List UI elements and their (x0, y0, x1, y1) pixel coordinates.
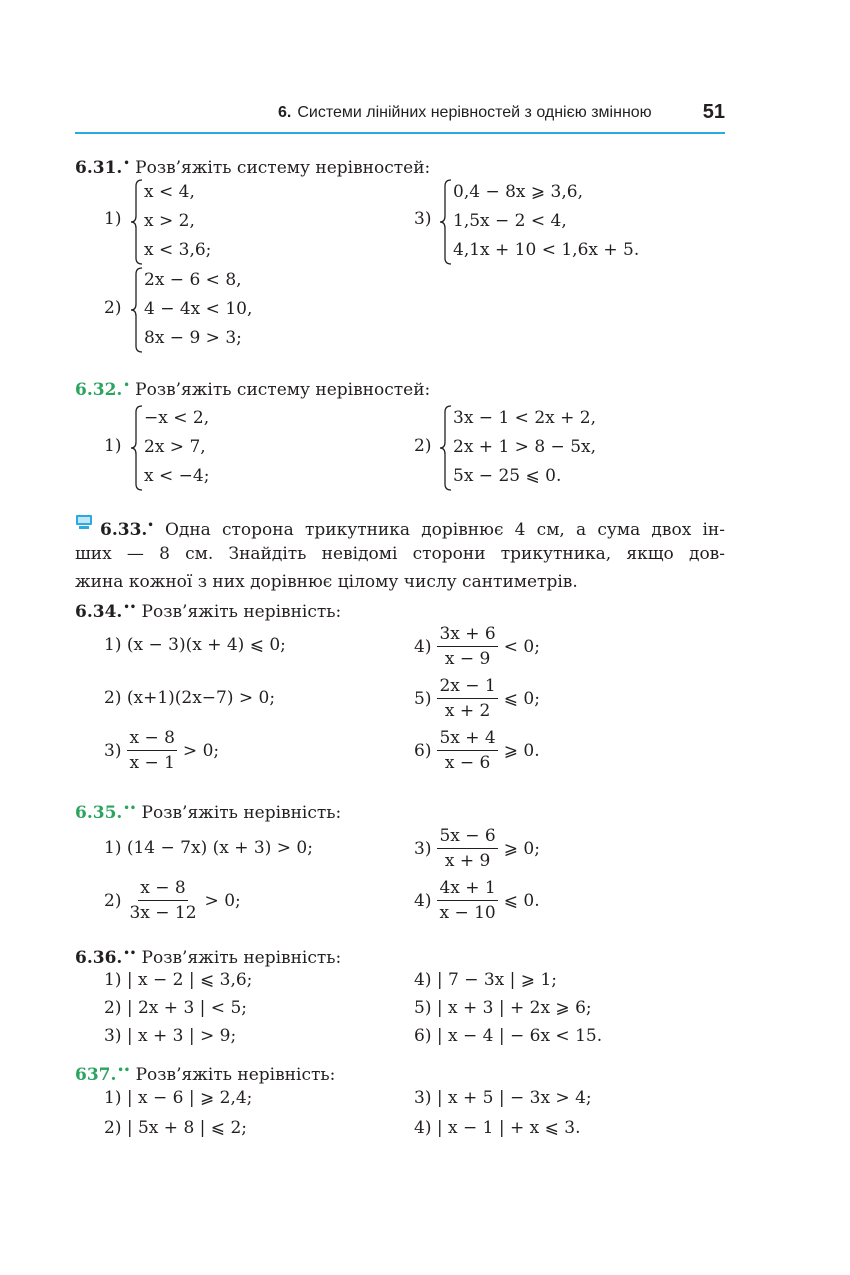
exercise-6-35-heading (75, 795, 341, 827)
exercise-number: 6.34.•• (75, 602, 137, 622)
system-line: 2x + 1 > 8 − 5x, (453, 437, 596, 457)
page-header (75, 100, 725, 134)
fraction-item: 3) $\frac{5x - 6}{x + 9}$ ⩾ 0; (414, 826, 540, 871)
exercise-item: 3) | x + 5 | − 3x > 4; (414, 1088, 592, 1108)
exercise-number: 6.32.• (75, 380, 130, 400)
system-line: 3x − 1 < 2x + 2, (453, 408, 596, 428)
page-number: 51 (702, 101, 725, 123)
exercise-6-31-heading (75, 150, 430, 182)
system-line: x < −4; (144, 466, 210, 486)
numerator: 4x + 1 (437, 876, 497, 901)
paragraph-line: жина кожної з них дорівнює цілому числу сантиметрів. (75, 572, 578, 592)
item-label: 1) (104, 436, 122, 456)
exercise-item: 1) | x − 2 | ⩽ 3,6; (104, 970, 253, 990)
exercise-item: 6) | x − 4 | − 6x < 15. (414, 1026, 603, 1046)
exercise-item: 1) (x − 3)(x + 4) ⩽ 0; (104, 635, 286, 655)
system-line: 2x − 6 < 8, (144, 270, 242, 290)
system-line: 5x − 25 ⩽ 0. (453, 466, 562, 486)
brace-icon (130, 404, 144, 492)
fraction-item: 4) $\frac{4x + 1}{x - 10}$ ⩽ 0. (414, 878, 540, 923)
system-line: 4 − 4x < 10, (144, 299, 253, 319)
item-label: 2) (104, 298, 122, 318)
exercise-item: 4) | 7 − 3x | ⩾ 1; (414, 970, 557, 990)
numerator: 3x + 6 (437, 622, 497, 647)
exercise-prompt: Розв’яжіть нерівність: (141, 948, 342, 968)
brace-icon (439, 178, 453, 266)
exercise-prompt: Розв’яжіть систему нерівностей: (135, 380, 431, 400)
exercise-item: 2) | 5x + 8 | ⩽ 2; (104, 1118, 247, 1138)
brace-icon (130, 178, 144, 266)
system-line: 2x > 7, (144, 437, 206, 457)
denominator: x + 2 (444, 701, 491, 721)
numerator: 5x − 6 (437, 824, 497, 849)
fraction-item: 5) $\frac{2x - 1}{x + 2}$ ⩽ 0; (414, 676, 540, 721)
exercise-637-heading (75, 1057, 335, 1089)
exercise-6-34-heading (75, 594, 341, 626)
brace-icon (130, 266, 144, 354)
fraction-item: 2) $\frac{x - 8}{3x - 12}$ > 0; (104, 878, 241, 923)
system-line: 0,4 − 8x ⩾ 3,6, (453, 182, 583, 202)
denominator: x + 9 (444, 851, 491, 871)
exercise-number: 637.•• (75, 1065, 131, 1085)
exercise-item: 1) (14 − 7x) (x + 3) > 0; (104, 838, 313, 858)
brace-icon (439, 404, 453, 492)
exercise-number: 6.31.• (75, 158, 130, 178)
section-title (278, 104, 652, 122)
item-label: 2) (414, 436, 432, 456)
exercise-item: 3) | x + 3 | > 9; (104, 1026, 237, 1046)
denominator: 3x − 12 (129, 903, 197, 923)
denominator: x − 10 (439, 903, 496, 923)
exercise-prompt: Розв’яжіть нерівність: (141, 803, 342, 823)
system-line: x > 2, (144, 211, 195, 231)
system-line: 4,1x + 10 < 1,6x + 5. (453, 240, 640, 260)
denominator: x − 1 (129, 753, 175, 773)
fraction-item: 4) $\frac{3x + 6}{x - 9}$ < 0; (414, 624, 540, 669)
exercise-prompt: Розв’яжіть систему нерівностей: (135, 158, 431, 178)
exercise-6-33-cont (75, 540, 725, 596)
fraction-item: 6) $\frac{5x + 4}{x - 6}$ ⩾ 0. (414, 728, 540, 773)
numerator: 5x + 4 (437, 726, 497, 751)
numerator: 2x − 1 (437, 674, 497, 699)
system-line: 1,5x − 2 < 4, (453, 211, 567, 231)
computer-icon (75, 514, 93, 530)
system-line: −x < 2, (144, 408, 210, 428)
exercise-item: 5) | x + 3 | + 2x ⩾ 6; (414, 998, 592, 1018)
item-label: 1) (104, 209, 122, 229)
exercise-item: 2) | 2x + 3 | < 5; (104, 998, 247, 1018)
exercise-6-32-heading (75, 372, 430, 404)
exercise-number: 6.35.•• (75, 803, 137, 823)
exercise-prompt: Розв’яжіть нерівність: (141, 602, 342, 622)
exercise-item: 1) | x − 6 | ⩾ 2,4; (104, 1088, 253, 1108)
numerator: x − 8 (127, 726, 176, 751)
system-line: 8x − 9 > 3; (144, 328, 242, 348)
section-title-text: Системи лінійних нерівностей з однією змінною (297, 104, 652, 121)
exercise-prompt: Розв’яжіть нерівність: (135, 1065, 336, 1085)
denominator: x − 6 (444, 753, 491, 773)
fraction-item: 3) $\frac{x - 8}{x - 1}$ > 0; (104, 728, 220, 773)
section-number: 6. (278, 104, 292, 121)
exercise-item: 2) (x+1)(2x−7) > 0; (104, 688, 276, 708)
system-line: x < 3,6; (144, 240, 212, 260)
exercise-item: 4) | x − 1 | + x ⩽ 3. (414, 1118, 581, 1138)
exercise-number: 6.36.•• (75, 948, 137, 968)
numerator: x − 8 (138, 876, 187, 901)
exercise-6-36-heading (75, 940, 341, 972)
item-label: 3) (414, 209, 432, 229)
paragraph-line: Одна сторона трикутника дорівнює 4 см, а сума двох ін- (164, 520, 725, 540)
system-line: x < 4, (144, 182, 195, 202)
exercise-number: 6.33.• (100, 520, 154, 540)
denominator: x − 9 (444, 649, 491, 669)
paragraph-line: ших — 8 см. Знайдіть невідомі сторони трикутника, якщо дов- (75, 544, 725, 564)
